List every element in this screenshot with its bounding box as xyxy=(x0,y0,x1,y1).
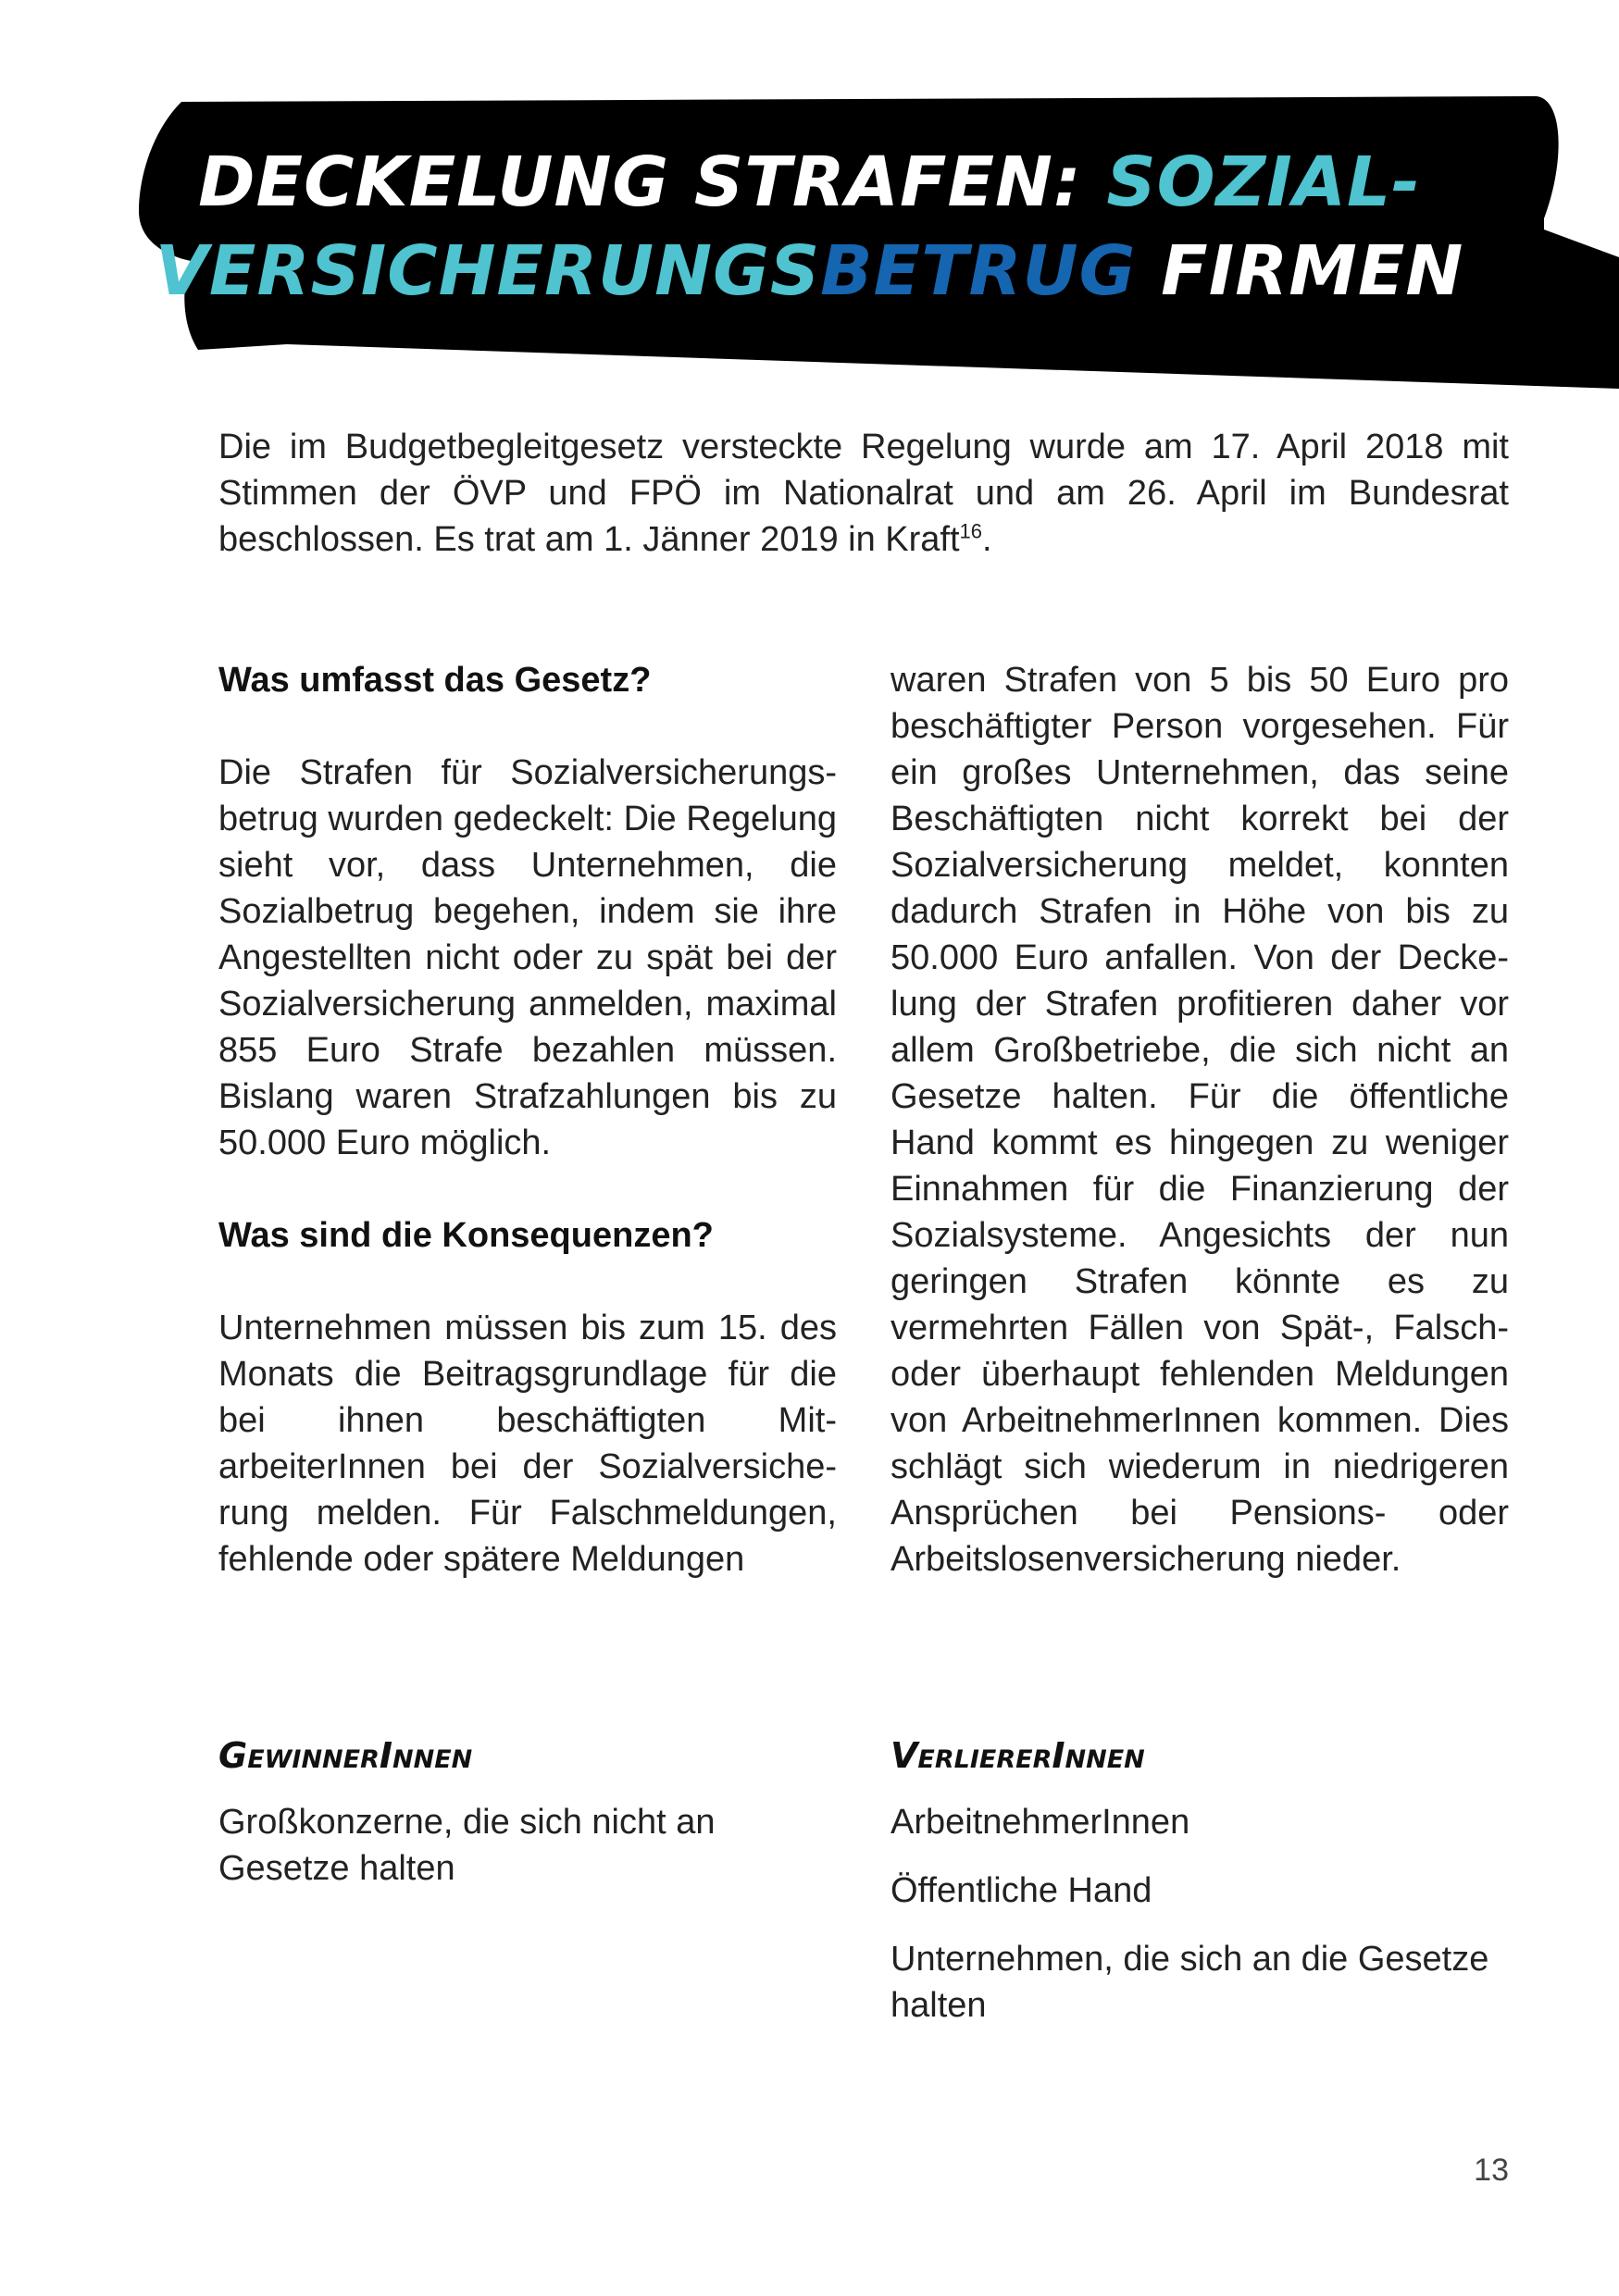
intro-paragraph xyxy=(218,424,1509,563)
section-body-law-scope: Die Strafen für Sozialversicherungsbetrug wurden gedeckelt: Die Regelung sieht vor, dass Unternehmen, die Sozialbetrug begehen, indem sie ihre Angestellten nicht oder zu spät bei der Sozialversicherung anmelden, maximal 855 Euro Strafe bezahlen müssen. Bislang waren Strafzahlungen bis zu 50.000 Euro möglich. xyxy=(218,753,837,1162)
list-item: ArbeitnehmerInnen xyxy=(890,1803,1190,1842)
title-segment: DECKELUNG STRAFEN: xyxy=(198,143,1107,222)
title-segment: FIRMEN xyxy=(1136,231,1464,311)
list-item: Unternehmen, die sich an die Gesetze halten xyxy=(890,1940,1489,2025)
losers-list xyxy=(890,1799,1509,2029)
section-body-consequences-part1: Unternehmen müssen bis zum 15. des Monats die Beitragsgrundlage für die bei ihnen beschäftigten MitarbeiterInnen bei der Sozialversicherung melden. Für Falschmeldungen, fehlende oder spätere Meldungen xyxy=(218,1309,837,1579)
section-heading-law-scope: Was umfasst das Gesetz? xyxy=(218,661,652,700)
list-item: Großkonzerne, die sich nicht an Gesetze halten xyxy=(218,1803,716,1888)
left-column xyxy=(218,657,837,1582)
winners-heading: GewinnerInnen xyxy=(218,1735,473,1776)
losers-heading: VerliererInnen xyxy=(890,1735,1145,1776)
page-title-line-1 xyxy=(0,143,1619,222)
spacer xyxy=(218,703,837,750)
winners-list xyxy=(218,1799,837,1892)
title-segment-accent: BETRUG xyxy=(820,231,1137,311)
title-segment-highlight: SOZIAL- xyxy=(1106,143,1421,222)
spacer xyxy=(218,1259,837,1305)
spacer xyxy=(218,1166,837,1212)
list-item: Öffentliche Hand xyxy=(890,1871,1152,1910)
title-segment-highlight: VERSICHERUNGS xyxy=(155,231,821,311)
right-column xyxy=(890,657,1509,1582)
winners-box xyxy=(218,1732,837,1914)
page-title-line-2 xyxy=(0,231,1619,311)
intro-end: . xyxy=(982,520,992,559)
losers-box xyxy=(890,1732,1509,2051)
section-body-consequences-part2: waren Strafen von 5 bis 50 Euro pro beschäftigter Person vorgesehen. Für ein großes Unternehmen, das seine Beschäftigten nicht korrekt bei der Sozialversicherung meldet, konnten dadurch Strafen in Höhe von bis zu 50.000 Euro anfallen. Von der Deckelung der Strafen profitieren daher vor allem Großbetriebe, die sich nicht an Gesetze halten. Für die öffentliche Hand kommt es hingegen zu weniger Einnahmen für die Finanzierung der Sozialsysteme. Angesichts der nun geringen Strafen könnte es zu vermehrten Fällen von Spät-, Falsch- oder überhaupt fehlenden Meldungen von ArbeitnehmerInnen kommen. Dies schlägt sich wiederum in niedrigeren Ansprüchen bei Pensions- oder Arbeitslosenversicherung nieder. xyxy=(890,661,1509,1579)
page-number: 13 xyxy=(1474,2153,1509,2188)
section-heading-consequences: Was sind die Konsequenzen? xyxy=(218,1216,714,1255)
footnote-reference: 16 xyxy=(959,519,983,543)
intro-text: Die im Budgetbegleitgesetz versteckte Regelung wurde am 17. April 2018 mit Stimmen der ÖVP und FPÖ im Nationalrat und am 26. April im Bundesrat beschlossen. Es trat am 1. Jänner 2019 in Kraft xyxy=(218,428,1509,559)
